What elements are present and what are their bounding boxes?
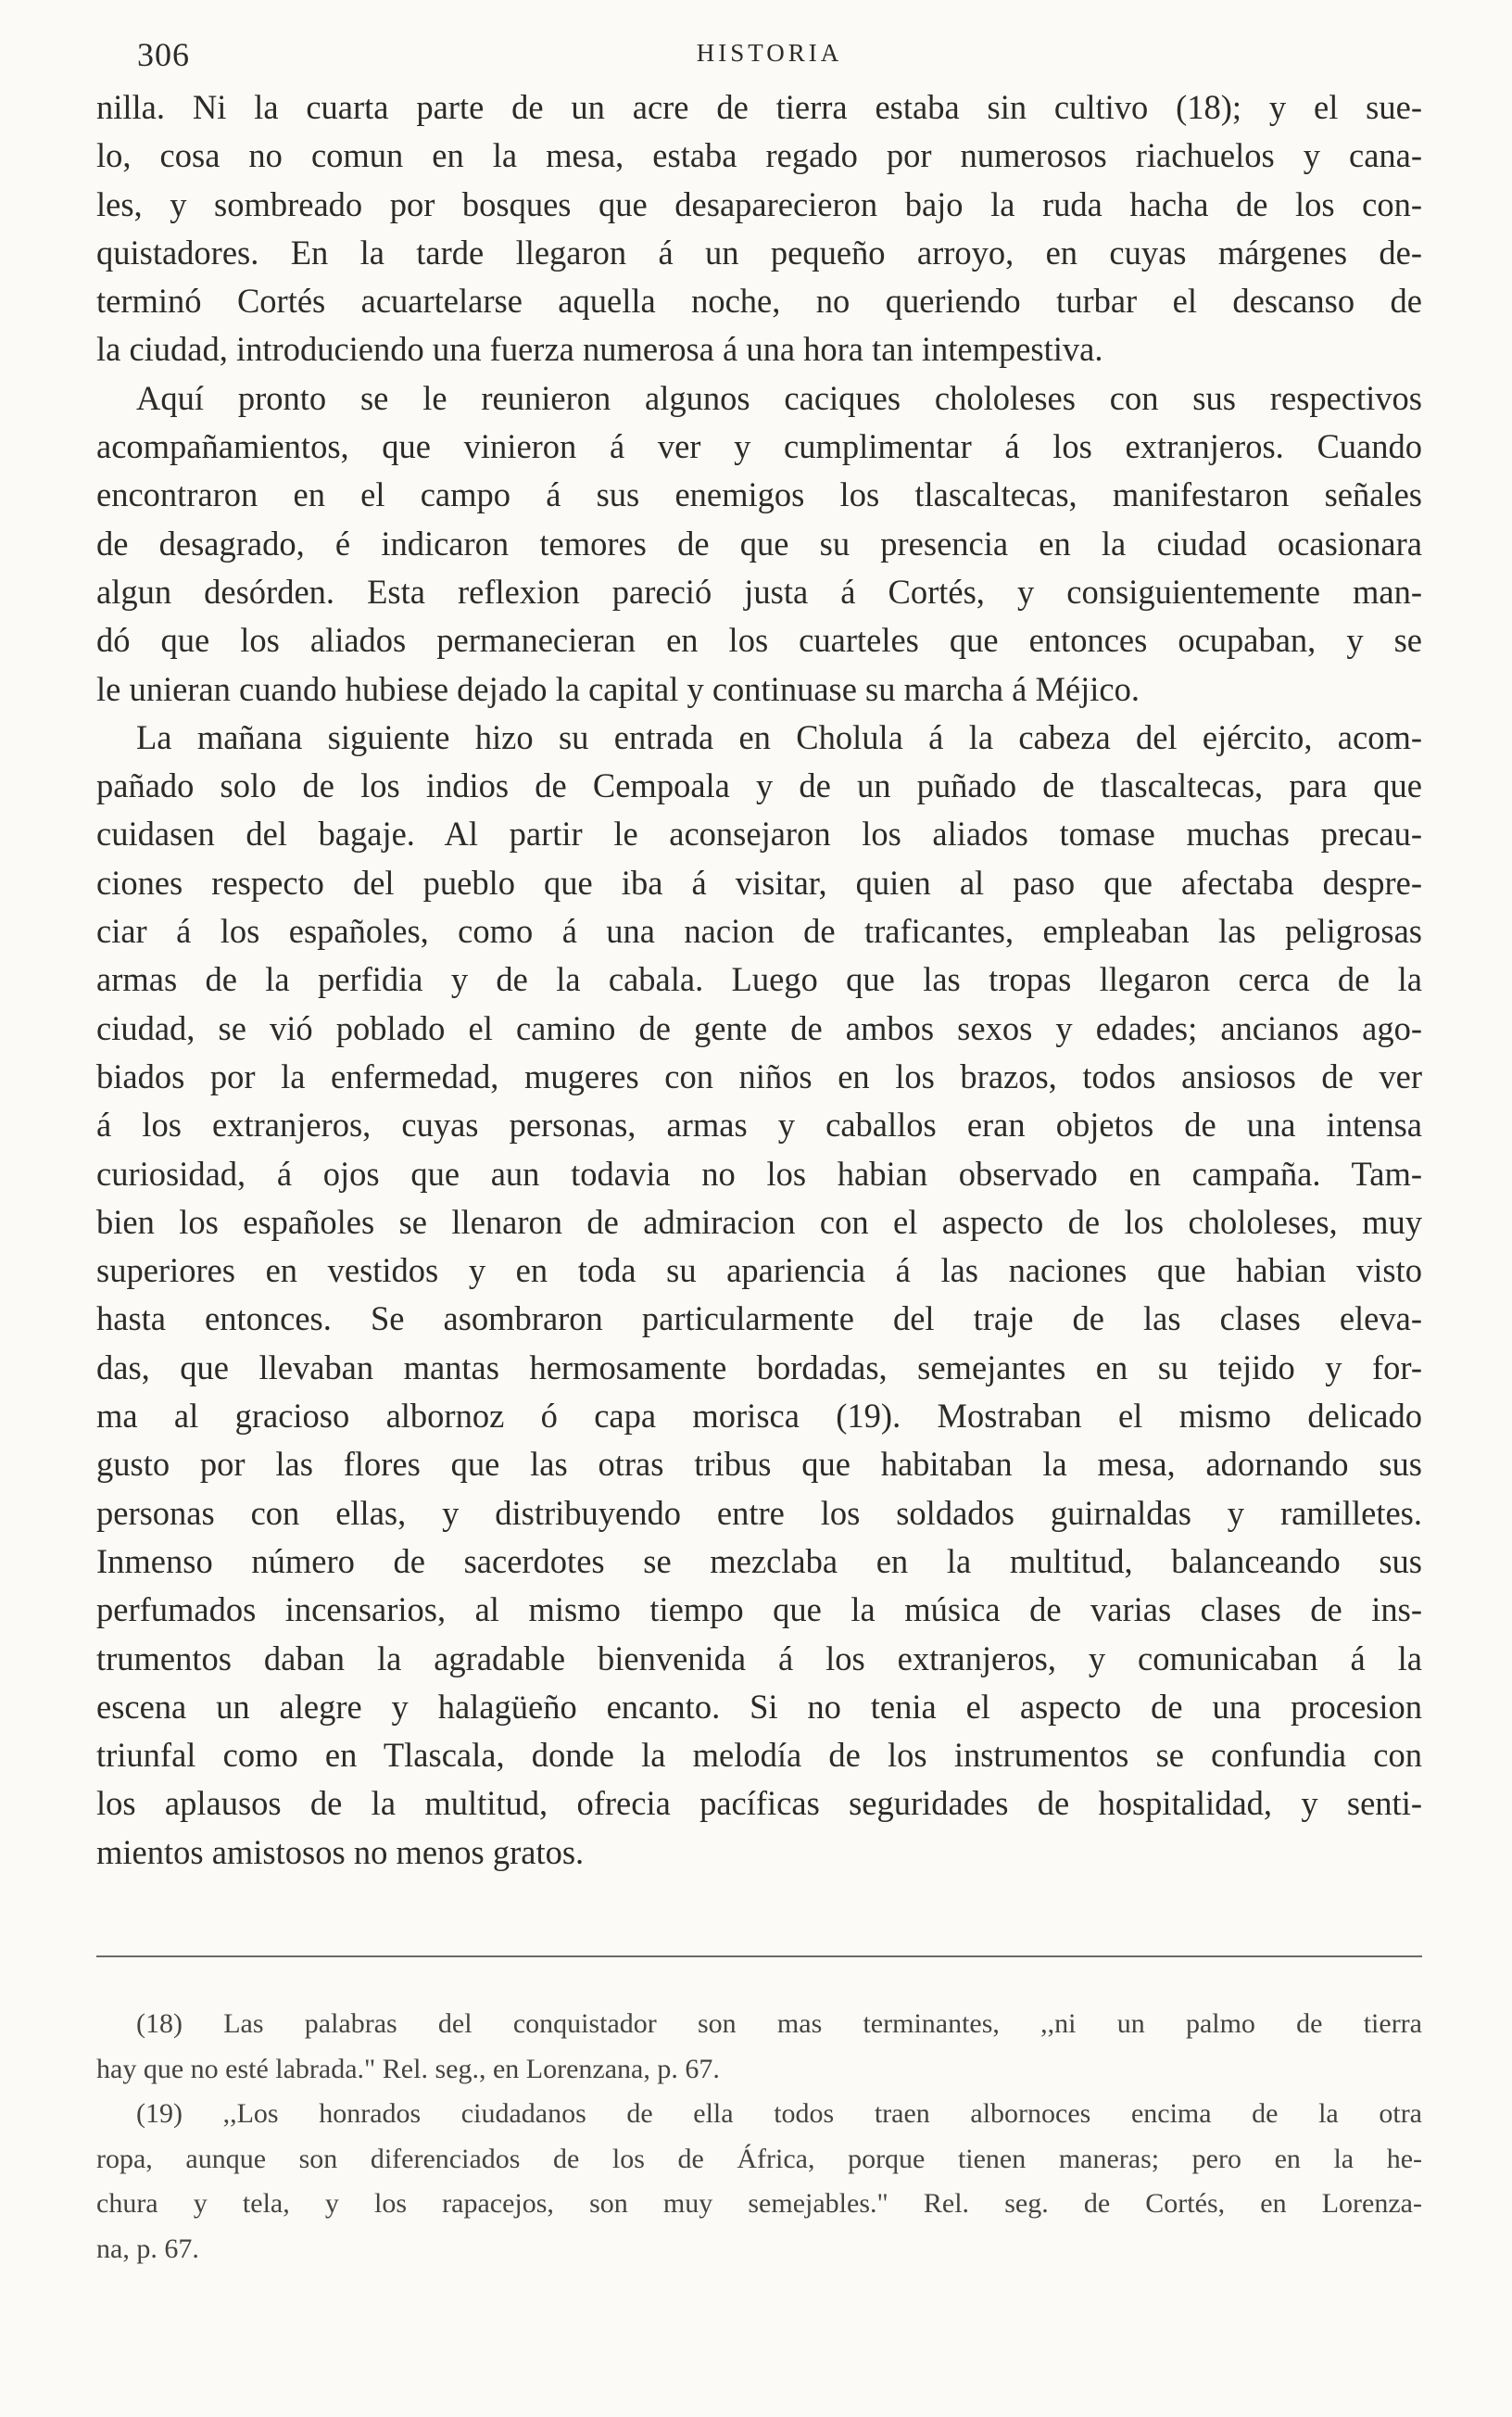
body-line: mientos amistosos no menos gratos. bbox=[96, 1832, 585, 1871]
body-line: le unieran cuando hubiese dejado la capital y continuase su marcha á Méjico. bbox=[96, 669, 1140, 708]
footnote-line: hay que no esté labrada." Rel. seg., en Lorenzana, p. 67. bbox=[96, 2053, 720, 2084]
body-line: Aquí pronto se le reunieron algunos caciques chololeses con sus respectivos bbox=[136, 378, 1422, 417]
body-line: ma al gracioso albornoz ó capa morisca (19). Mostraban el mismo delicado bbox=[96, 1397, 1422, 1436]
body-line: encontraron en el campo á sus enemigos los tlascaltecas, manifestaron señales bbox=[96, 475, 1422, 514]
body-line: bien los españoles se llenaron de admiracion con el aspecto de los chololeses, muy bbox=[96, 1202, 1422, 1241]
body-line: La mañana siguiente hizo su entrada en Cholula á la cabeza del ejército, acom- bbox=[136, 717, 1422, 756]
body-line: hasta entonces. Se asombraron particularmente del traje de las clases eleva- bbox=[96, 1299, 1422, 1338]
body-line: á los extranjeros, cuyas personas, armas y caballos eran objetos de una intensa bbox=[96, 1106, 1422, 1145]
body-line: armas de la perfidia y de la cabala. Luego que las tropas llegaron cerca de la bbox=[96, 960, 1422, 999]
body-line: nilla. Ni la cuarta parte de un acre de tierra estaba sin cultivo (18); y el sue- bbox=[96, 88, 1422, 126]
body-line: gusto por las flores que las otras tribus que habitaban la mesa, adornando sus bbox=[96, 1445, 1422, 1484]
body-text bbox=[96, 83, 1422, 1877]
body-line: los aplausos de la multitud, ofrecia pacíficas seguridades de hospitalidad, y senti- bbox=[96, 1784, 1422, 1823]
footnote-line: (19) ,,Los honrados ciudadanos de ella todos traen albornoces encima de la otra bbox=[136, 2098, 1422, 2129]
body-line: trumentos daban la agradable bienvenida á los extranjeros, y comunicaban á la bbox=[96, 1639, 1422, 1677]
body-line: de desagrado, é indicaron temores de que su presencia en la ciudad ocasionara bbox=[96, 524, 1422, 563]
body-line: ciar á los españoles, como á una nacion de traficantes, empleaban las peligrosas bbox=[96, 912, 1422, 951]
body-line: biados por la enfermedad, mugeres con niños en los brazos, todos ansiosos de ver bbox=[96, 1057, 1422, 1095]
footnote-line: ropa, aunque son diferenciados de los de África, porque tienen maneras; pero en la he- bbox=[96, 2143, 1422, 2174]
body-line: escena un alegre y halagüeño encanto. Si no tenia el aspecto de una procesion bbox=[96, 1687, 1422, 1726]
body-line: pañado solo de los indios de Cempoala y de un puñado de tlascaltecas, para que bbox=[96, 766, 1422, 805]
body-line: terminó Cortés acuartelarse aquella noche, no queriendo turbar el descanso de bbox=[96, 282, 1422, 321]
body-line: triunfal como en Tlascala, donde la melodía de los instrumentos se confundia con bbox=[96, 1736, 1422, 1775]
body-line: Inmenso número de sacerdotes se mezclaba en la multitud, balanceando sus bbox=[96, 1541, 1422, 1580]
page-number: 306 bbox=[137, 36, 190, 73]
footnote-line: (18) Las palabras del conquistador son mas terminantes, ,,ni un palmo de tierra bbox=[136, 2008, 1422, 2039]
footnotes bbox=[96, 2002, 1422, 2271]
running-head: HISTORIA bbox=[696, 39, 843, 67]
body-line: personas con ellas, y distribuyendo entre los soldados guirnaldas y ramilletes. bbox=[96, 1493, 1422, 1532]
body-line: acompañamientos, que vinieron á ver y cumplimentar á los extranjeros. Cuando bbox=[96, 427, 1422, 466]
body-line: cuidasen del bagaje. Al partir le aconsejaron los aliados tomase muchas precau- bbox=[96, 815, 1422, 854]
body-line: ciones respecto del pueblo que iba á visitar, quien al paso que afectaba despre- bbox=[96, 863, 1422, 902]
body-line: dó que los aliados permanecieran en los cuarteles que entonces ocupaban, y se bbox=[96, 621, 1422, 660]
body-line: perfumados incensarios, al mismo tiempo que la música de varias clases de ins- bbox=[96, 1590, 1422, 1629]
body-line: curiosidad, á ojos que aun todavia no los habian observado en campaña. Tam- bbox=[96, 1154, 1422, 1193]
body-line: les, y sombreado por bosques que desaparecieron bajo la ruda hacha de los con- bbox=[96, 184, 1422, 223]
page-header bbox=[137, 35, 1402, 76]
body-line: algun desórden. Esta reflexion pareció justa á Cortés, y consiguientemente man- bbox=[96, 572, 1422, 611]
body-line: superiores en vestidos y en toda su apariencia á las naciones que habian visto bbox=[96, 1251, 1422, 1290]
footnote-divider bbox=[96, 1955, 1422, 1957]
body-line: lo, cosa no comun en la mesa, estaba regado por numerosos riachuelos y cana- bbox=[96, 136, 1422, 175]
footnote-line: na, p. 67. bbox=[96, 2233, 199, 2264]
footnote-line: chura y tela, y los rapacejos, son muy semejables." Rel. seg. de Cortés, en Lorenza- bbox=[96, 2188, 1422, 2219]
body-line: ciudad, se vió poblado el camino de gente de ambos sexos y edades; ancianos ago- bbox=[96, 1008, 1422, 1047]
body-line: quistadores. En la tarde llegaron á un pequeño arroyo, en cuyas márgenes de- bbox=[96, 233, 1422, 272]
body-line: das, que llevaban mantas hermosamente bordadas, semejantes en su tejido y for- bbox=[96, 1348, 1422, 1386]
body-line: la ciudad, introduciendo una fuerza numerosa á una hora tan intempestiva. bbox=[96, 330, 1103, 369]
